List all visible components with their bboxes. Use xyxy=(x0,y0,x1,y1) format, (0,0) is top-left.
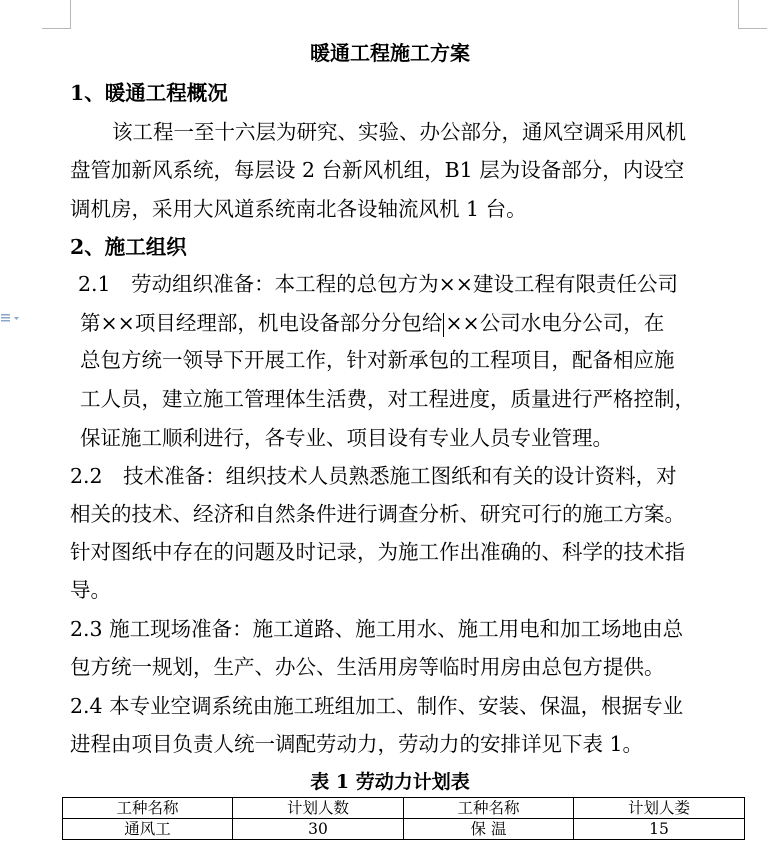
p22-line-4: 导。 xyxy=(70,578,111,602)
table-row xyxy=(63,819,745,840)
section-heading-organization: 2、施工组织 xyxy=(70,235,187,259)
table-cell: 通风工 xyxy=(63,819,233,840)
p23-line-1: 2.3 施工现场准备：施工道路、施工用水、施工用电和加工场地由总 xyxy=(70,617,684,641)
table-cell: 保 温 xyxy=(404,819,574,840)
crop-mark-top-left xyxy=(42,0,71,29)
p22-line-1: 2.2 技术准备：组织技术人员熟悉施工图纸和有关的设计资料，对 xyxy=(70,464,677,488)
table-header-cell: 工种名称 xyxy=(63,798,233,819)
table-header-cell: 计划人数 xyxy=(233,798,404,819)
p22-line-2: 相关的技术、经济和自然条件进行调查分析、研究可行的施工方案。 xyxy=(70,502,685,526)
p22-line-3: 针对图纸中存在的问题及时记录，为施工作出准确的、科学的技术指 xyxy=(70,540,685,564)
p21-line-5: 保证施工顺利进行，各专业、项目设有专业人员专业管理。 xyxy=(80,426,613,450)
overview-line-1: 该工程一至十六层为研究、实验、办公部分，通风空调采用风机 xyxy=(112,120,686,144)
paragraph-handle-icon[interactable] xyxy=(0,311,26,327)
table-cell: 15 xyxy=(574,819,745,840)
p24-line-1: 2.4 本专业空调系统由施工班组加工、制作、安装、保温，根据专业 xyxy=(70,694,684,718)
table-cell: 30 xyxy=(233,819,404,840)
p23-line-2: 包方统一规划，生产、办公、生活用房等临时用房由总包方提供。 xyxy=(70,655,665,679)
table-header-row xyxy=(63,798,745,819)
table-header-cell: 计划人娄 xyxy=(574,798,745,819)
labor-plan-table xyxy=(62,797,745,840)
p21-line-2-part-a: 第××项目经理部，机电设备部分分包给 xyxy=(80,311,443,335)
p21-line-4: 工人员，建立施工管理体生活费，对工程进度，质量进行严格控制， xyxy=(80,387,695,411)
p21-line-1: 2.1 劳动组织准备：本工程的总包方为××建设工程有限责任公司 xyxy=(78,272,678,296)
overview-line-2: 盘管加新风系统，每层设 2 台新风机组，B1 层为设备部分，内设空 xyxy=(70,158,685,182)
crop-mark-top-right xyxy=(738,0,767,29)
p21-line-2-part-b: ××公司水电分公司，在 xyxy=(445,311,665,335)
p21-line-3: 总包方统一领导下开展工作，针对新承包的工程项目，配备相应施 xyxy=(80,348,675,372)
section-heading-overview: 1、暖通工程概况 xyxy=(70,81,228,105)
p24-line-2: 进程由项目负责人统一调配劳动力，劳动力的安排详见下表 1。 xyxy=(70,732,644,756)
table-caption: 表 1 劳动力计划表 xyxy=(310,771,470,793)
table-header-cell: 工种名称 xyxy=(404,798,574,819)
overview-line-3: 调机房，采用大风道系统南北各设轴流风机 1 台。 xyxy=(70,197,527,221)
document-title: 暖通工程施工方案 xyxy=(310,41,470,65)
p21-line-2 xyxy=(80,308,664,338)
